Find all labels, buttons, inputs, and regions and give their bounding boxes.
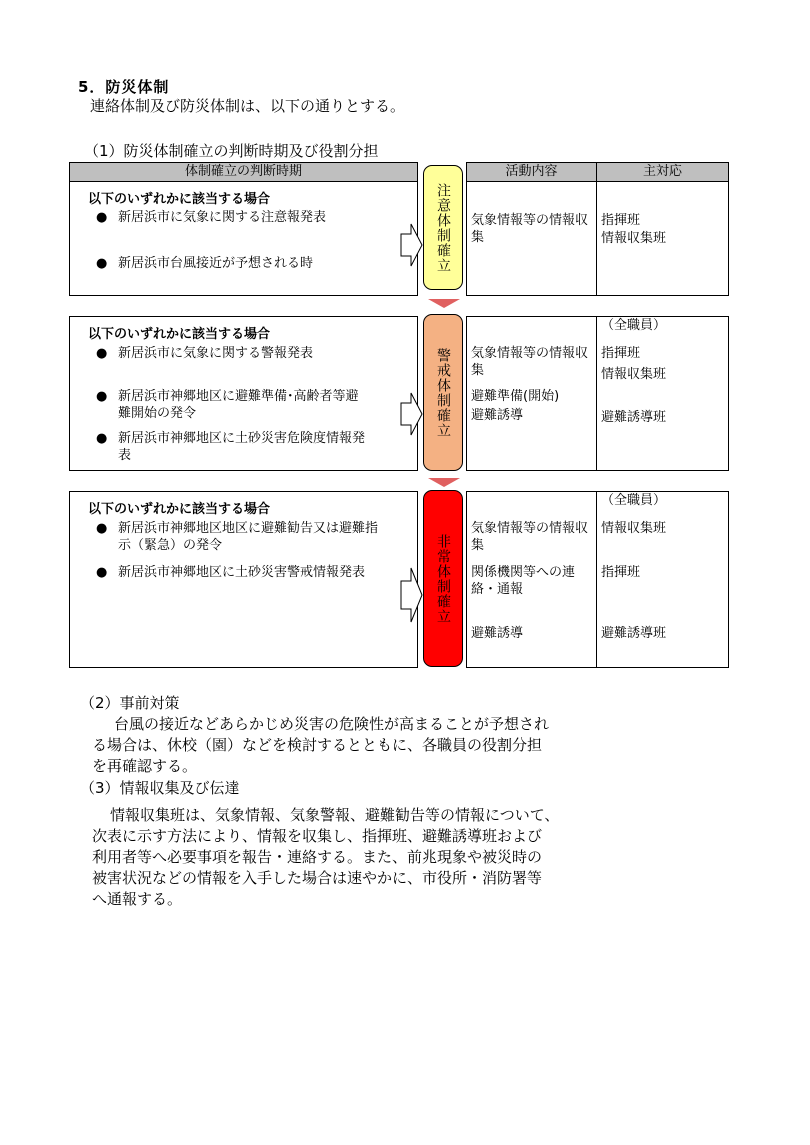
header-responder: 主対応 bbox=[596, 162, 729, 182]
section2-title: （2）事前対策 bbox=[80, 694, 180, 712]
condition-item: ● 新居浜市に気象に関する警報発表 bbox=[96, 346, 314, 361]
activity-text: 関係機関等への連絡・通報 bbox=[471, 565, 576, 597]
condition-item: ● 新居浜市に気象に関する注意報発表 bbox=[96, 210, 327, 225]
condition-item: ● 新居浜市神郷地区に土砂災害警戒情報発表 bbox=[96, 565, 366, 580]
section3-line: 次表に示す方法により、情報を収集し、指揮班、避難誘導班および bbox=[92, 827, 543, 845]
section3-line: へ通報する。 bbox=[92, 890, 183, 908]
responder-text: 指揮班 bbox=[601, 565, 641, 580]
responder-note: （全職員） bbox=[601, 318, 667, 333]
level-pill-emergency: 非常体制確立 bbox=[423, 490, 463, 667]
right-arrow-icon bbox=[400, 222, 424, 268]
responder-text: 情報収集班 bbox=[601, 231, 667, 246]
condition-item: ● 新居浜市神郷地区に避難準備･高齢者等避難開始の発令 bbox=[96, 389, 359, 421]
responder-text: 避難誘導班 bbox=[601, 626, 667, 641]
condition-title: 以下のいずれかに該当する場合 bbox=[88, 192, 271, 207]
condition-title: 以下のいずれかに該当する場合 bbox=[88, 502, 271, 517]
bullet-icon: ● bbox=[96, 210, 108, 225]
activity-text: 避難誘導 bbox=[471, 408, 524, 423]
bullet-icon: ● bbox=[96, 346, 108, 361]
activity-text: 避難準備(開始) bbox=[471, 389, 560, 404]
section3-title: （3）情報収集及び伝達 bbox=[80, 779, 240, 797]
activity-text: 気象情報等の情報収集 bbox=[471, 521, 589, 553]
section2-line: を再確認する。 bbox=[92, 757, 198, 775]
intro-text: 連絡体制及び防災体制は、以下の通りとする。 bbox=[90, 97, 406, 115]
responder-note: （全職員） bbox=[601, 493, 667, 508]
level-pill-alert: 警戒体制確立 bbox=[423, 314, 463, 471]
responder-cell-2 bbox=[596, 316, 729, 471]
condition-box-2 bbox=[69, 316, 418, 471]
bullet-icon: ● bbox=[96, 521, 108, 536]
responder-text: 情報収集班 bbox=[601, 367, 667, 382]
condition-item: ● 新居浜市神郷地区地区に避難勧告又は避難指示（緊急）の発令 bbox=[96, 521, 379, 553]
responder-text: 避難誘導班 bbox=[601, 410, 667, 425]
right-arrow-icon bbox=[400, 566, 424, 624]
section-heading: 5．防災体制 bbox=[78, 78, 170, 96]
header-activity: 活動内容 bbox=[466, 162, 597, 182]
activity-text: 気象情報等の情報収集 bbox=[471, 346, 589, 378]
right-arrow-icon bbox=[400, 391, 424, 437]
activity-text: 気象情報等の情報収集 bbox=[471, 213, 589, 245]
level-pill-caution: 注意体制確立 bbox=[423, 165, 463, 290]
responder-text: 情報収集班 bbox=[601, 521, 667, 536]
condition-item: ● 新居浜市台風接近が予想される時 bbox=[96, 256, 314, 271]
condition-box-1 bbox=[69, 181, 418, 296]
responder-text: 指揮班 bbox=[601, 213, 641, 228]
section3-line: 情報収集班は、気象情報、気象警報、避難勧告等の情報について、 bbox=[110, 806, 560, 824]
activity-cell-1 bbox=[466, 181, 597, 296]
responder-cell-3 bbox=[596, 491, 729, 668]
section1-title: （1）防災体制確立の判断時期及び役割分担 bbox=[84, 142, 379, 160]
condition-item: ● 新居浜市神郷地区に土砂災害危険度情報発表 bbox=[96, 431, 366, 463]
activity-cell-2 bbox=[466, 316, 597, 471]
down-arrow-icon bbox=[426, 476, 462, 488]
condition-box-3 bbox=[69, 491, 418, 668]
section2-line: 台風の接近などあらかじめ災害の危険性が高まることが予想され bbox=[114, 715, 550, 733]
section2-line: る場合は、休校（園）などを検討するとともに、各職員の役割分担 bbox=[92, 736, 543, 754]
section3-line: 被害状況などの情報を入手した場合は速やかに、市役所・消防署等 bbox=[92, 869, 543, 887]
activity-cell-3 bbox=[466, 491, 597, 668]
condition-title: 以下のいずれかに該当する場合 bbox=[88, 327, 271, 342]
bullet-icon: ● bbox=[96, 565, 108, 580]
responder-text: 指揮班 bbox=[601, 346, 641, 361]
responder-cell-1 bbox=[596, 181, 729, 296]
bullet-icon: ● bbox=[96, 389, 108, 404]
down-arrow-icon bbox=[426, 297, 462, 309]
bullet-icon: ● bbox=[96, 256, 108, 271]
activity-text: 避難誘導 bbox=[471, 626, 524, 641]
section3-line: 利用者等へ必要事項を報告・連絡する。また、前兆現象や被災時の bbox=[92, 848, 543, 866]
bullet-icon: ● bbox=[96, 431, 108, 446]
header-condition: 体制確立の判断時期 bbox=[69, 162, 418, 182]
